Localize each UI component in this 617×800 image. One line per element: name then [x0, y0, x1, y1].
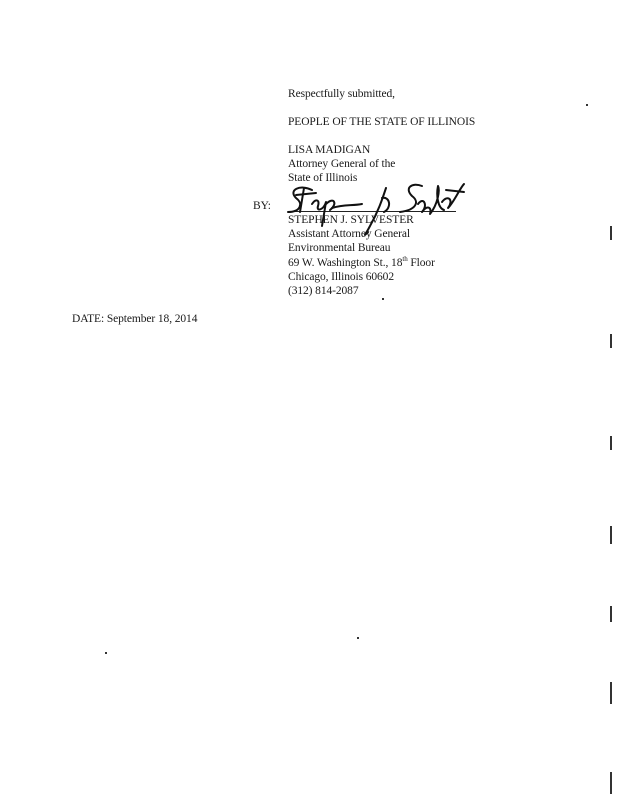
party-name: PEOPLE OF THE STATE OF ILLINOIS: [288, 116, 476, 128]
scan-mark: [610, 334, 612, 348]
scan-speck: [105, 652, 107, 654]
by-label: BY:: [253, 200, 271, 212]
ag-title-line-1: Attorney General of the: [288, 158, 396, 170]
signer-name: STEPHEN J. SYLVESTER: [288, 214, 414, 226]
ag-name: LISA MADIGAN: [288, 144, 371, 156]
scan-mark: [610, 772, 612, 794]
scan-mark: [610, 606, 612, 622]
scan-speck: [382, 298, 384, 300]
phone-number: (312) 814-2087: [288, 285, 359, 297]
scan-speck: [586, 104, 588, 106]
ag-title-line-2: State of Illinois: [288, 172, 358, 184]
bureau-name: Environmental Bureau: [288, 242, 391, 254]
address-line-1: 69 W. Washington St., 18th Floor: [288, 255, 435, 269]
signer-title: Assistant Attorney General: [288, 228, 410, 240]
scan-mark: [610, 436, 612, 450]
date-line: DATE: September 18, 2014: [72, 313, 198, 325]
closing-text: Respectfully submitted,: [288, 88, 395, 100]
scan-speck: [357, 637, 359, 639]
scan-mark: [610, 526, 612, 544]
address-line-2: Chicago, Illinois 60602: [288, 271, 394, 283]
scan-mark: [610, 226, 612, 240]
scan-mark: [610, 682, 612, 704]
